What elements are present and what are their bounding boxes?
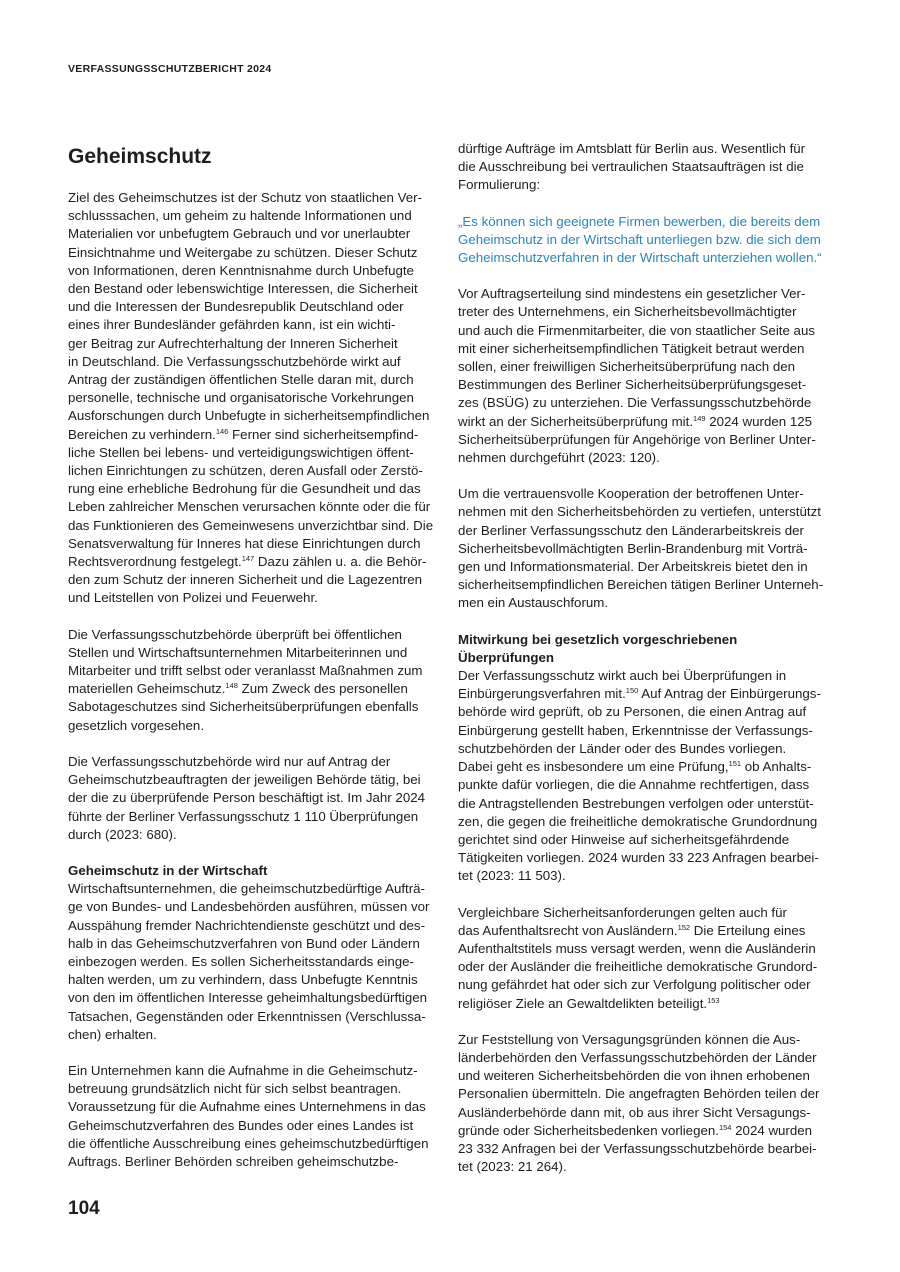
text-run: Ziel des Geheimschutzes ist der Schutz von staatlichen Ver- schlusssachen, um geheim zu haltende Informationen und Materialien vor unbefugtem Gebrauch und vor unerlaubter Einsichtnahme und Weitergabe zu schützen. Dieser Schutz von Informationen, deren Kenntnisnahme durch Unbefugte den Bestand oder lebenswichtige Interessen, die Sicherheit und die Interessen der Bundesrepublik Deutschland oder eines ihrer Bundesländer gefährden kann, ist ein wichti- ger Beitrag zur Aufrechterhaltung der Inneren Sicherheit in Deutschland. Die Verfassungsschutzbehörde wirkt auf Antrag der zuständigen öffentlichen Stelle daran mit, durch personelle, technische und organisatorische Vorkehrungen Ausforschungen durch Unbefugte in sicherheitsempfindlichen Bereichen zu verhindern. [68,190,430,442]
paragraph-contracting [458,285,830,467]
text-run: Der Verfassungsschutz wirkt auch bei Überprüfungen in Einbürgerungsverfahren mit. [458,668,787,702]
paragraph-review [68,626,440,735]
paragraph-cooperation: Um die vertrauensvolle Kooperation der betroffenen Unter- nehmen mit den Sicherheitsbehörden zu vertiefen, unterstützt der Berliner Verfassungsschutz den Länderarbeitskreis der Sicherheitsbevollmächtigten Berlin-Brandenburg mit Vorträ- gen und Informationsmaterial. Der Arbeitskreis bietet den in sicherheitsempfindlichen Bereichen tätigen Berliner Unterneh- men ein Austauschforum. [458,486,824,611]
paragraph-requests: Die Verfassungsschutzbehörde wird nur auf Antrag der Geheimschutzbeauftragten der jeweiligen Behörde tätig, bei der die zu überprüfende Person beschäftigt ist. Im Jahr 2024 führte der Berliner Verfassungsschutz 1 110 Überprüfungen durch (2023: 680). [68,753,426,842]
text-run: Die Erteilung eines Aufenthaltstitels muss versagt werden, wenn die Ausländerin oder der Ausländer die freiheitliche demokratische Grundord- nung gefährdet hat oder sich zur Verfolgung politischer oder religiöser Ziele an Gewaltdelikten beteiligt. [458,922,818,1011]
text-run: Zum Zweck des personellen Sabotageschutzes sind Sicherheitsüberprüfungen ebenfalls gesetzlich vorgesehen. [68,681,419,733]
footnote-ref-150: 150 [625,686,639,696]
paragraph-naturalization [458,667,830,885]
subheading-economy: Geheimschutz in der Wirtschaft [68,862,268,878]
paragraph-residence [458,904,830,1013]
text-run: ob Anhalts- punkte dafür vorliegen, die die Annahme rechtfertigen, dass die Antragstellenden Bestrebungen verfolgen oder unterstüt- zen, die gegen die freiheitliche demokratische Grundordnung gerichtet sind oder Hinweise auf sicherheitsgefährdende Tätigkeiten vorliegen. 2024 wurden 33 223 Anfragen bearbei- tet (2023: 11 503). [458,759,819,884]
paragraph-continuation: dürftige Aufträge im Amtsblatt für Berlin aus. Wesentlich für die Ausschreibung bei vertraulichen Staatsaufträgen ist die Formulierung: [458,141,806,193]
quote-block: „Es können sich geeignete Firmen bewerben, die bereits dem Geheimschutz in der Wirtschaft unterliegen bzw. die sich dem Geheimschutzverfahren in der Wirtschaft unterziehen wollen.“ [458,213,822,266]
section-title: Geheimschutz [68,145,212,168]
footnote-ref-148: 148 [225,681,238,691]
footnote-ref-152: 152 [677,922,691,932]
text-run: 2024 wurden 23 332 Anfragen bei der Verfassungsschutzbehörde bearbei- tet (2023: 21 264). [458,1122,817,1175]
text-run: Ferner sind sicherheitsempfind- liche Stellen bei lebens- und verteidigungswichtigen öffent- lichen Einrichtungen zu schützen, deren Ausfall oder Zerstö- rung eine erhebliche Bedrohung für die Gesundheit und das Leben zahlreicher Menschen verursachen könnte oder die für das Funktionieren des Gemeinwesens unverzichtbar sind. Die Senatsverwaltung für Inneres hat diese Einrichtungen durch Rechtsverordnung festgelegt. [68,426,434,570]
footnote-ref-153: 153 [707,995,720,1005]
text-run: Die Verfassungsschutzbehörde überprüft bei öffentlichen Stellen und Wirtschaftsunternehmen Mitarbeiterinnen und Mitarbeiter und trifft selbst oder veranlasst Maßnahmen zum materiellen Geheimschutz. [68,626,423,697]
footnote-ref-146: 146 [215,426,229,436]
paragraph-economy: Wirtschaftsunternehmen, die geheimschutzbedürftige Aufträ- ge von Bundes- und Landesbehörden ausführen, müssen vor Ausspähung fremder Nachrichtendienste geschützt und des- halb in das Geheimschutzverfahren von Bund oder Ländern einbezogen werden. Es sollen Sicherheitsstandards einge- halten werden, um zu verhindern, dass Unbefugte Kenntnis von den im öffentlichen Interesse geheimhaltungsbedürftigen Tatsachen, Gegenständen oder Erkenntnissen (Verschlussa- chen) erhalten. [68,881,430,1042]
text-run: Dazu zählen u. a. die Behör- den zum Schutz der inneren Sicherheit und die Lagezentren und Leitstellen von Polizei und Feuerwehr. [68,554,427,606]
text-run: Zur Feststellung von Versagungsgründen können die Aus- länderbehörden den Verfassungsschutzbehörden der Länder und weiteren Sicherheitsbehörden die von ihnen erhobenen Personalien übermitteln. Die angefragten Behörden teilen der Ausländerbehörde dann mit, ob aus ihrer Sicht Versagungs- gründe oder Sicherheitsbedenken vorliegen. [458,1031,820,1138]
right-column [458,140,830,1194]
footnote-ref-154: 154 [718,1122,732,1132]
subheading-mandatory-checks: Mitwirkung bei gesetzlich vorgeschriebenen Überprüfungen [458,631,738,665]
page-number: 104 [68,1198,100,1219]
text-run: Auf Antrag der Einbürgerungs- behörde wird geprüft, ob zu Personen, die einen Antrag auf Einbürgerung gestellt haben, Erkenntnisse der Verfassungs- schutzbehörden der Länder oder des Bundes vorliegen. Dabei geht es insbesondere um eine Prüfung, [458,686,821,775]
paragraph-admission: Ein Unternehmen kann die Aufnahme in die Geheimschutz- betreuung grundsätzlich nicht für sich selbst beantragen. Voraussetzung für die Aufnahme eines Unternehmens in das Geheimschutzverfahren des Bundes oder eines Landes ist die öffentliche Ausschreibung eines geheimschutzbedürftigen Auftrags. Berliner Behörden schreiben geheimschutzbe- [68,1062,429,1169]
left-column [68,140,440,1189]
footnote-ref-149: 149 [693,413,706,423]
intro-paragraph [68,189,440,608]
footnote-ref-147: 147 [241,554,255,564]
paragraph-denial-grounds [458,1031,830,1177]
running-header: VERFASSUNGSSCHUTZBERICHT 2024 [68,63,272,75]
footnote-ref-151: 151 [728,759,742,769]
text-run: Vergleichbare Sicherheitsanforderungen gelten auch für das Aufenthaltsrecht von Ausländern. [458,904,787,938]
text-run: 2024 wurden 125 Sicherheitsüberprüfungen für Angehörige von Berliner Unter- nehmen durchgeführt (2023: 120). [458,413,816,466]
text-run: Vor Auftragserteilung sind mindestens ein gesetzlicher Ver- treter des Unternehmens, ein Sicherheitsbevollmächtigter und auch die Firmenmitarbeiter, die von staatlicher Seite aus mit einer sicherheitsempfindlichen Tätigkeit betraut werden sollen, einer freiwilligen Sicherheitsüberprüfung nach den Bestimmungen des Berliner Sicherheitsüberprüfungsgeset- zes (BSÜG) zu unterziehen. Die Verfassungsschutzbehörde wirkt an der Sicherheitsüberprüfung mit. [458,286,815,429]
